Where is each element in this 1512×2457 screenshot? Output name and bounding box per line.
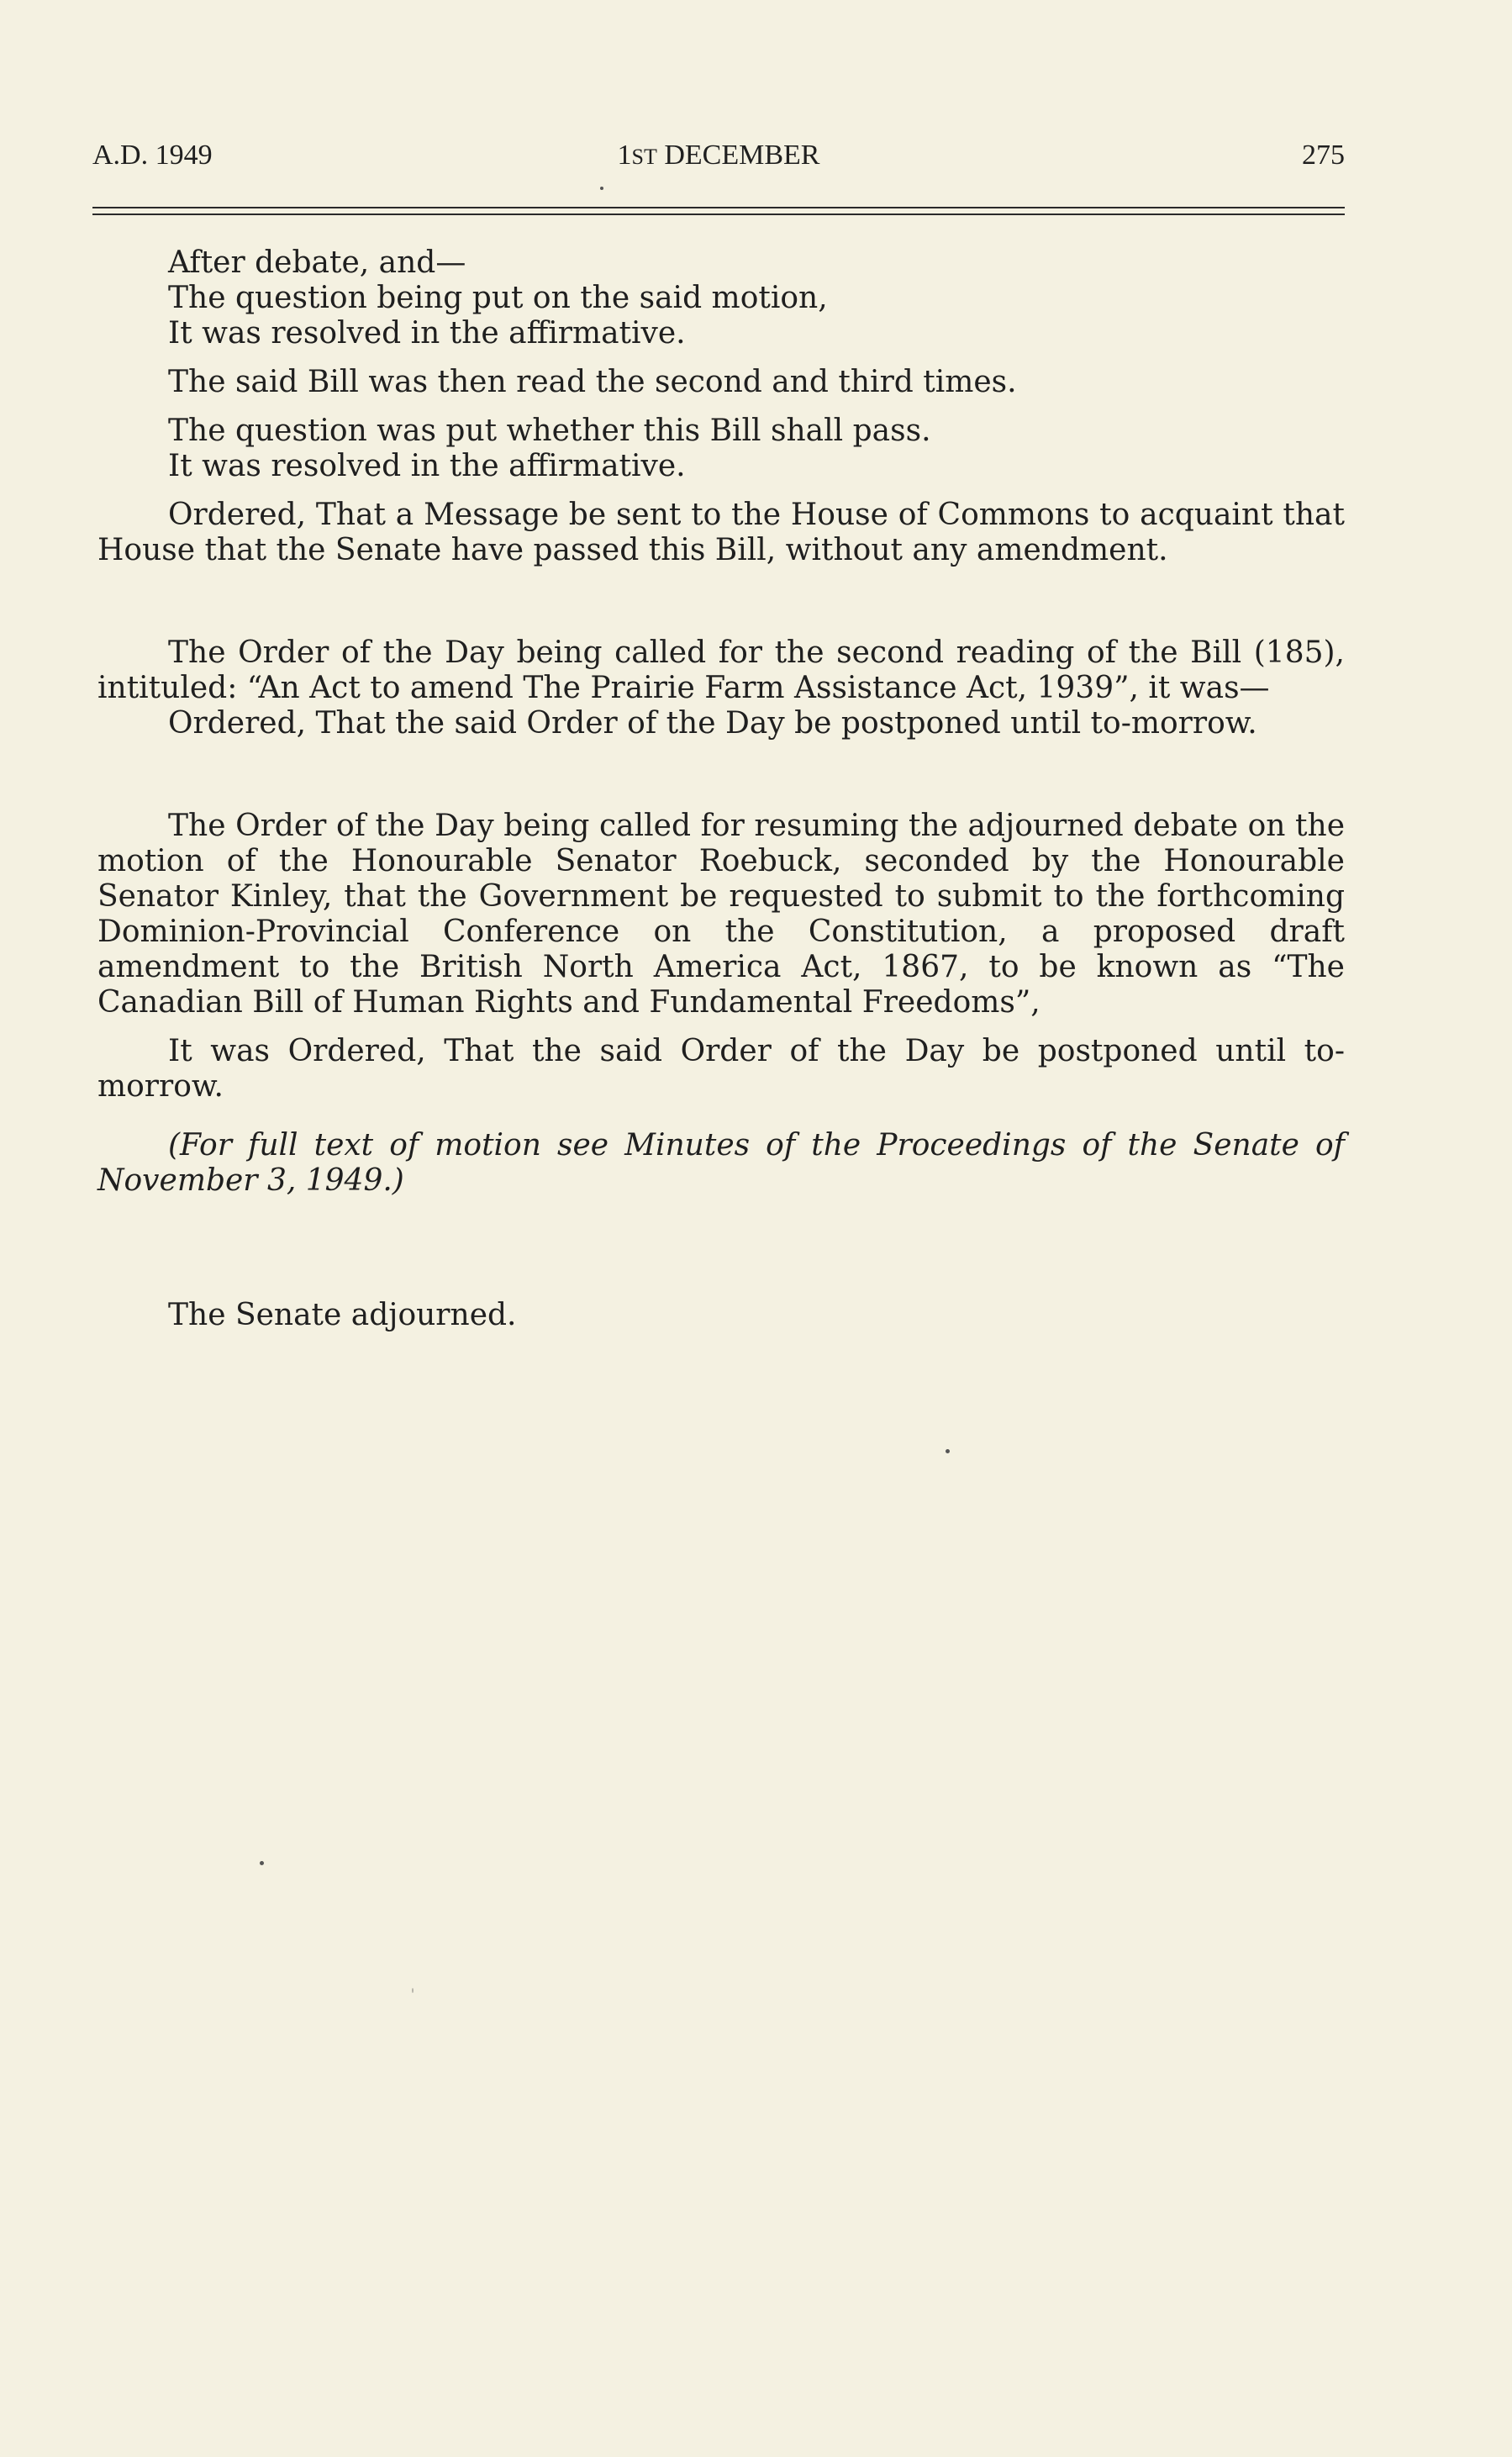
header-year: A.D. 1949 [92, 140, 213, 171]
text-line: The question being put on the said motion, [168, 281, 828, 315]
ordered-postponed-paragraph: It was Ordered, That the said Order of the Day be postponed until to-morrow. [97, 1034, 1345, 1104]
header-double-rule [92, 207, 1345, 215]
ordered-postponed-line: Ordered, That the said Order of the Day be postponed until to-morrow. [168, 706, 1257, 741]
text-line: It was resolved in the affirmative. [168, 316, 686, 351]
senate-adjourned-line: The Senate adjourned. [168, 1298, 517, 1332]
order-of-day-adjourned-debate-paragraph: The Order of the Day being called for resuming the adjourned debate on the motion of the Honourable Senator Roebuck, seconded by the Honourable Senator Kinley, that the Government be requested to submit to the forthcoming Dominion-Provincial Conference on the Constitution, a proposed draft amendment to the British North America Act, 1867, to be known as “The Canadian Bill of Human Rights and Fundamental Freedoms”, [97, 809, 1345, 1020]
order-of-day-bill-185-paragraph: The Order of the Day being called for the second reading of the Bill (185), intituled: “An Act to amend The Prairie Farm Assistance Act, 1939”, it was— [97, 635, 1345, 705]
text-line: The question was put whether this Bill shall pass. [168, 414, 931, 448]
paper-speck [260, 1861, 264, 1865]
paper-speck [600, 187, 603, 190]
ordered-message-paragraph: Ordered, That a Message be sent to the House of Commons to acquaint that House that the Senate have passed this Bill, without any amendment. [97, 498, 1345, 567]
header-day: 1 [617, 140, 632, 171]
paper-speck [946, 1449, 950, 1453]
page-number: 275 [1302, 140, 1345, 171]
text-line: The said Bill was then read the second and third times. [168, 365, 1017, 399]
motion-note: (For full text of motion see Minutes of the Proceedings of the Senate of November 3, 1949.) [97, 1128, 1345, 1198]
header-date [92, 140, 1345, 171]
header-day-suffix: ST [631, 145, 657, 169]
header-month: DECEMBER [664, 140, 820, 171]
text-line: It was resolved in the affirmative. [168, 449, 686, 483]
paper-speck [412, 1988, 414, 1993]
page-header [92, 140, 1345, 182]
document-body [97, 245, 1345, 1333]
text-line: After debate, and— [168, 245, 466, 280]
